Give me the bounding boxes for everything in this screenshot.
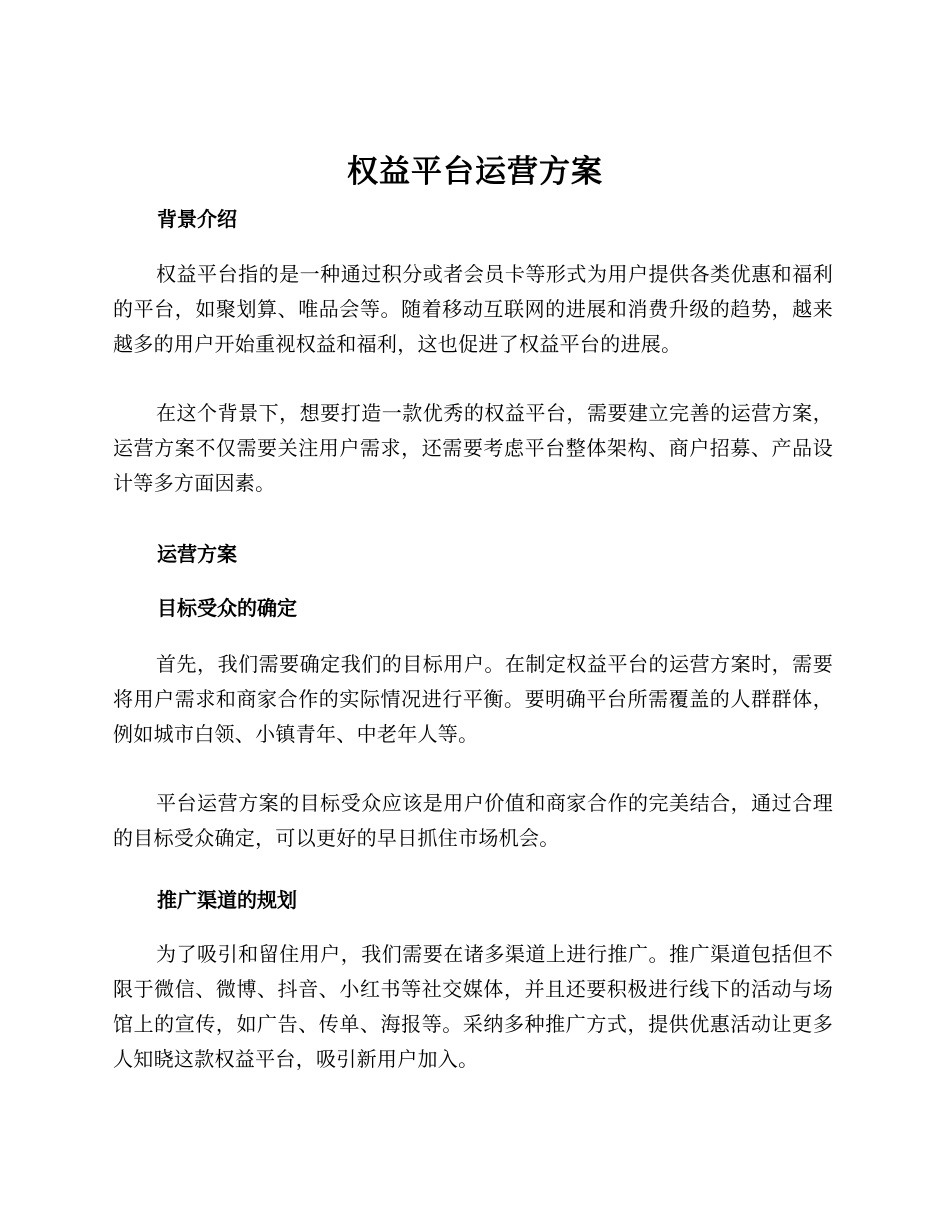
paragraph-target-audience-1: 首先，我们需要确定我们的目标用户。在制定权益平台的运营方案时，需要将用户需求和商家合作的实际情况进行平衡。要明确平台所需覆盖的人群群体，例如城市白领、小镇青年、中老年人等。 — [113, 652, 833, 746]
paragraph-promotion-channels-1: 为了吸引和留住用户，我们需要在诸多渠道上进行推广。推广渠道包括但不限于微信、微博、抖音、小红书等社交媒体，并且还要积极进行线下的活动与场馆上的宣传，如广告、传单、海报等。采纳多种推广方式，提供优惠活动让更多人知晓这款权益平台，吸引新用户加入。 — [113, 942, 833, 1071]
section-heading-operation-plan: 运营方案 — [157, 542, 237, 566]
paragraph-target-audience-2: 平台运营方案的目标受众应该是用户价值和商家合作的完美结合，通过合理的目标受众确定，可以更好的早日抓住市场机会。 — [113, 791, 833, 850]
section-heading-target-audience: 目标受众的确定 — [157, 596, 297, 620]
section-heading-background: 背景介绍 — [157, 207, 237, 231]
document-title: 权益平台运营方案 — [347, 154, 603, 190]
paragraph-background-1: 权益平台指的是一种通过积分或者会员卡等形式为用户提供各类优惠和福利的平台，如聚划算、唯品会等。随着移动互联网的进展和消费升级的趋势，越来越多的用户开始重视权益和福利，这也促进了权益平台的进展。 — [113, 262, 833, 356]
paragraph-background-2: 在这个背景下，想要打造一款优秀的权益平台，需要建立完善的运营方案，运营方案不仅需要关注用户需求，还需要考虑平台整体架构、商户招募、产品设计等多方面因素。 — [113, 401, 833, 495]
section-heading-promotion-channels: 推广渠道的规划 — [157, 888, 297, 912]
